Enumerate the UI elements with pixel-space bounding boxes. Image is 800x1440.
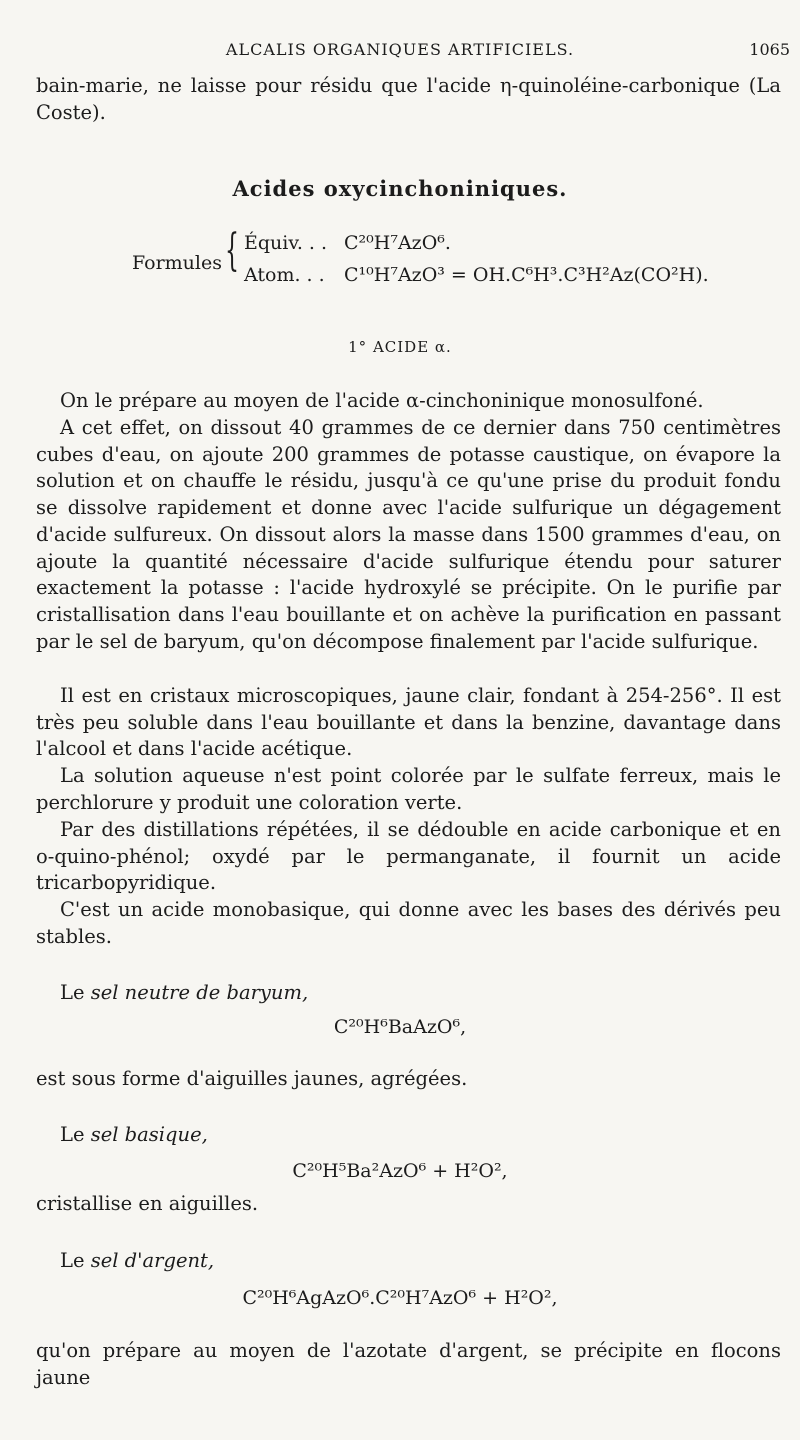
equiv-label: Équiv. . . (244, 232, 328, 254)
formula-atom-line (244, 264, 709, 286)
salt-formula: C²⁰H⁶AgAzO⁶.C²⁰H⁷AzO⁶ + H²O², (242, 1287, 558, 1309)
salt-description: qu'on prépare au moyen de l'azotate d'argent, se précipite en flocons jaune (36, 1339, 781, 1389)
paragraph: C'est un acide monobasique, qui donne avec les bases des dérivés peu stables. (36, 898, 781, 948)
salt-intro: Le sel neutre de baryum, (60, 981, 309, 1004)
salt-intro: Le sel d'argent, (60, 1249, 215, 1272)
formulas-label: Formules (132, 252, 222, 274)
salt-description: est sous forme d'aiguilles jaunes, agrégées. (36, 1067, 468, 1090)
paragraph: A cet effet, on dissout 40 grammes de ce dernier dans 750 centimètres cubes d'eau, on ajoute 200 grammes de potasse caustique, on évapore la solution et on chauffe le résidu, jusqu'à ce qu'une prise du produit fondu se dissolve rapidement et donne avec l'acide sulfurique un dégagement d'acide sulfureux. On dissout alors la masse dans 1500 grammes d'eau, on ajoute la quantité nécessaire d'acide sulfurique étendu pour saturer exactement la potasse : l'acide hydroxylé se précipite. On le purifie par cristallisation dans l'eau bouillante et on achève la purification en passant par le sel de baryum, qu'on décompose finalement par l'acide sulfurique. (36, 416, 781, 653)
brace-icon: { (225, 225, 239, 276)
paragraph: On le prépare au moyen de l'acide α-cinchoninique monosulfoné. (60, 389, 704, 412)
salt-name: sel d'argent, (90, 1249, 215, 1272)
atom-label: Atom. . . (244, 264, 325, 286)
section-title: Acides oxycinchoniniques. (232, 176, 568, 201)
paragraph: La solution aqueuse n'est point colorée par le sulfate ferreux, mais le perchlorure y produit une coloration verte. (36, 764, 781, 814)
subsection-title: 1° ACIDE α. (348, 338, 452, 356)
page-number: 1065 (749, 40, 790, 59)
salt-description: cristallise en aiguilles. (36, 1192, 259, 1215)
paragraph: Par des distillations répétées, il se dédouble en acide carbonique et en o-quino-phénol; oxydé par le permanganate, il fournit un acide tricarbopyridique. (36, 818, 781, 895)
salt-formula: C²⁰H⁵Ba²AzO⁶ + H²O², (292, 1160, 508, 1182)
formula-equiv-line (244, 232, 451, 254)
salt-intro: Le sel basique, (60, 1123, 208, 1146)
salt-formula: C²⁰H⁶BaAzO⁶, (333, 1016, 467, 1038)
salt-name: sel neutre de baryum, (90, 981, 309, 1004)
atom-formula: C¹⁰H⁷AzO³ = OH.C⁶H³.C³H²Az(CO²H). (344, 264, 709, 286)
paragraph: Il est en cristaux microscopiques, jaune clair, fondant à 254-256°. Il est très peu soluble dans l'eau bouillante et dans la benzine, davantage dans l'alcool et dans l'acide acétique. (36, 684, 781, 761)
salt-name: sel basique, (90, 1123, 208, 1146)
intro-paragraph: bain-marie, ne laisse pour résidu que l'acide η-quinoléine-carbonique (La Coste). (36, 74, 781, 124)
running-title: ALCALIS ORGANIQUES ARTIFICIELS. (225, 40, 575, 59)
equiv-formula: C²⁰H⁷AzO⁶. (344, 232, 451, 254)
